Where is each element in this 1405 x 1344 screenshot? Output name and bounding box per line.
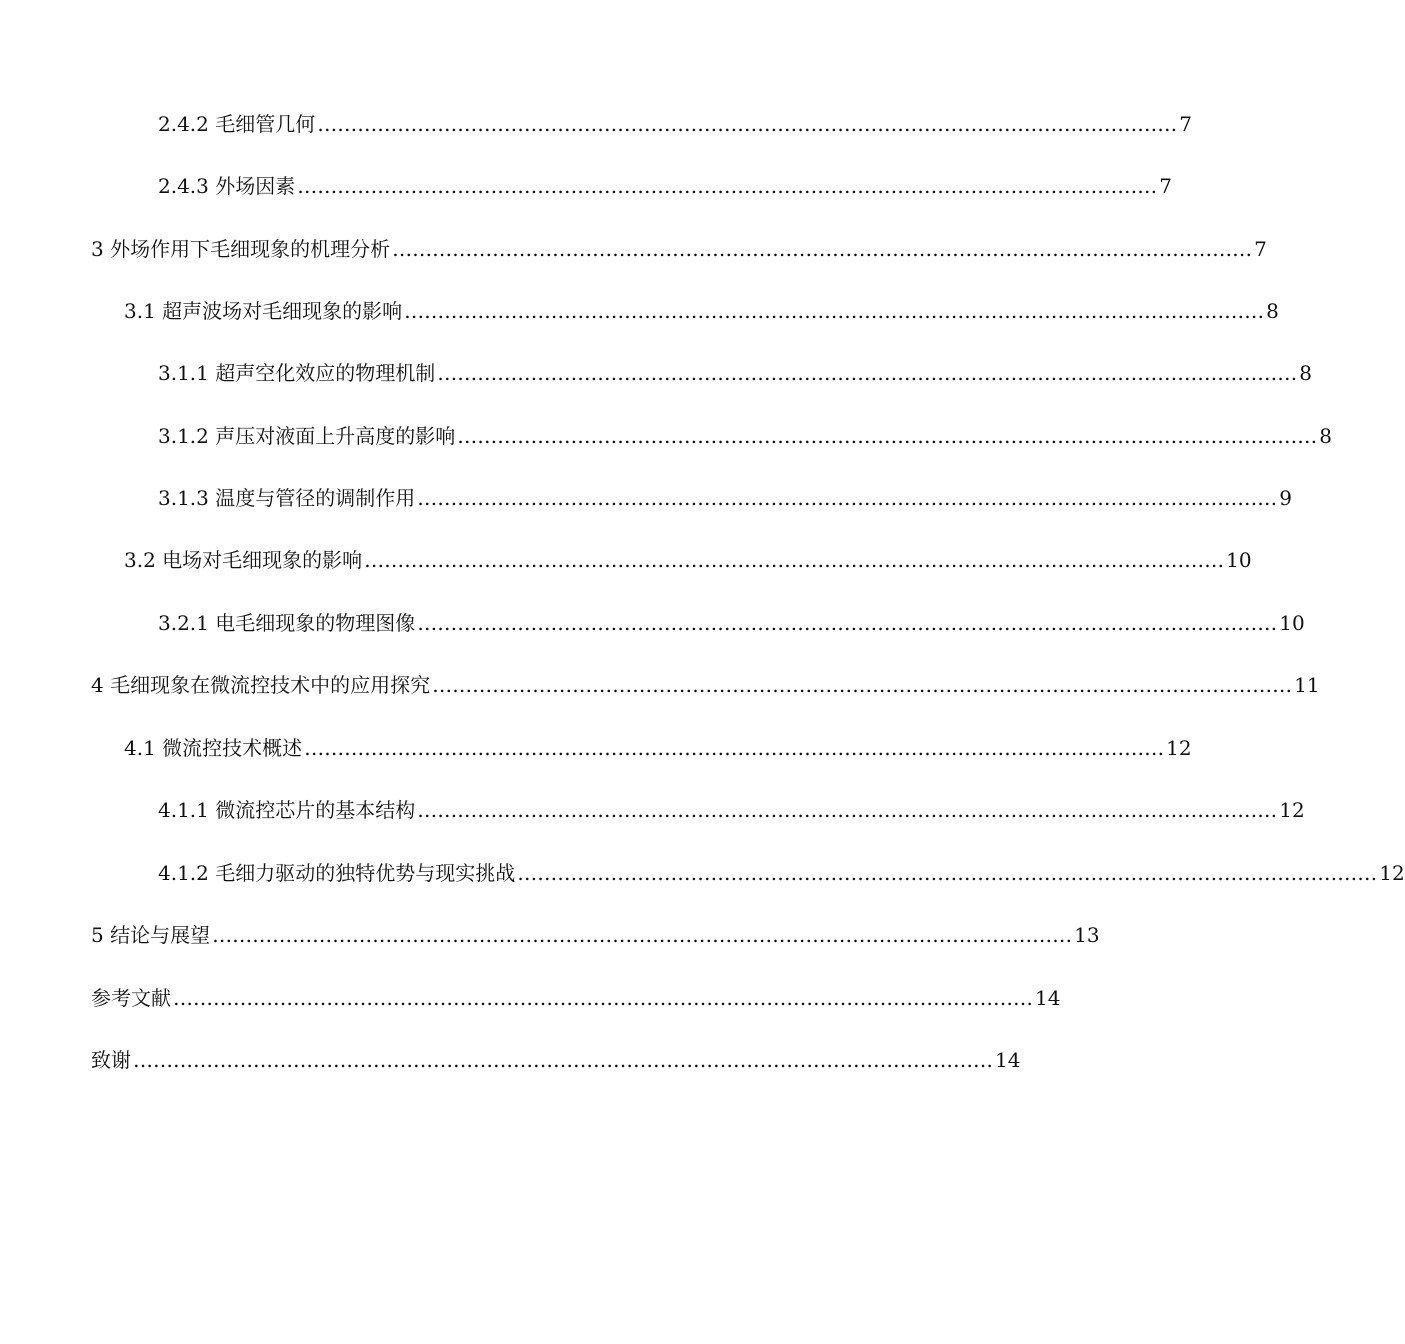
toc-entry[interactable]	[158, 409, 1332, 449]
toc-page-number: 14	[995, 1048, 1021, 1072]
toc-dot-leader: …………………………………………………………………………………………………………………	[317, 112, 1178, 136]
toc-entry-label: 参考文献	[91, 986, 171, 1010]
toc-entry[interactable]	[158, 596, 1305, 636]
toc-entry-label: 3.2 电场对毛细现象的影响	[124, 548, 363, 572]
toc-entry[interactable]	[91, 971, 1061, 1011]
toc-entry[interactable]	[158, 97, 1192, 137]
toc-entry[interactable]	[91, 1033, 1021, 1073]
toc-entry-label: 3 外场作用下毛细现象的机理分析	[91, 237, 391, 261]
toc-dot-leader: …………………………………………………………………………………………………………………	[364, 548, 1225, 572]
toc-page-number: 7	[1179, 112, 1192, 136]
toc-page-number: 12	[1379, 861, 1405, 885]
toc-dot-leader: …………………………………………………………………………………………………………………	[212, 923, 1073, 947]
toc-entry-label: 3.2.1 电毛细现象的物理图像	[158, 611, 416, 635]
toc-entry[interactable]	[124, 533, 1252, 573]
toc-entry-label: 致谢	[91, 1048, 131, 1072]
toc-page-number: 7	[1159, 174, 1172, 198]
toc-entry[interactable]	[158, 846, 1405, 886]
toc-page-number: 10	[1279, 611, 1305, 635]
toc-entry-label: 2.4.3 外场因素	[158, 174, 296, 198]
toc-page-number: 7	[1254, 237, 1267, 261]
toc-dot-leader: …………………………………………………………………………………………………………………	[417, 798, 1278, 822]
toc-page-number: 12	[1279, 798, 1305, 822]
toc-entry[interactable]	[158, 159, 1172, 199]
toc-page-number: 8	[1266, 299, 1279, 323]
toc-entry-label: 3.1 超声波场对毛细现象的影响	[124, 299, 403, 323]
toc-entry[interactable]	[124, 284, 1279, 324]
toc-dot-leader: …………………………………………………………………………………………………………………	[173, 986, 1033, 1010]
toc-entry-label: 2.4.2 毛细管几何	[158, 112, 316, 136]
toc-dot-leader: …………………………………………………………………………………………………………………	[404, 299, 1265, 323]
toc-entry[interactable]	[158, 471, 1292, 511]
toc-dot-leader: …………………………………………………………………………………………………………………	[304, 736, 1165, 760]
toc-entry-label: 4.1 微流控技术概述	[124, 736, 303, 760]
toc-dot-leader: …………………………………………………………………………………………………………………	[432, 673, 1293, 697]
toc-entry[interactable]	[158, 346, 1312, 386]
toc-entry-label: 4.1.1 微流控芯片的基本结构	[158, 798, 416, 822]
toc-page-number: 14	[1035, 986, 1061, 1010]
toc-page-number: 8	[1319, 424, 1332, 448]
toc-entry[interactable]	[91, 908, 1100, 948]
toc-entry[interactable]	[91, 222, 1267, 262]
toc-page-number: 11	[1294, 673, 1320, 697]
toc-page-number: 8	[1299, 361, 1312, 385]
toc-page-number: 12	[1166, 736, 1192, 760]
toc-entry-label: 4.1.2 毛细力驱动的独特优势与现实挑战	[158, 861, 516, 885]
toc-dot-leader: …………………………………………………………………………………………………………………	[517, 861, 1378, 885]
toc-entry[interactable]	[158, 783, 1305, 823]
toc-dot-leader: …………………………………………………………………………………………………………………	[133, 1048, 993, 1072]
toc-page-number: 9	[1279, 486, 1292, 510]
toc-dot-leader: …………………………………………………………………………………………………………………	[417, 611, 1278, 635]
toc-entry[interactable]	[124, 721, 1192, 761]
toc-entry[interactable]	[91, 658, 1320, 698]
toc-dot-leader: …………………………………………………………………………………………………………………	[392, 237, 1253, 261]
toc-entry-label: 3.1.2 声压对液面上升高度的影响	[158, 424, 456, 448]
toc-entry-label: 5 结论与展望	[91, 923, 211, 947]
toc-entry-label: 4 毛细现象在微流控技术中的应用探究	[91, 673, 431, 697]
toc-dot-leader: …………………………………………………………………………………………………………………	[457, 424, 1318, 448]
toc-page-number: 10	[1226, 548, 1252, 572]
toc-entry-label: 3.1.1 超声空化效应的物理机制	[158, 361, 436, 385]
toc-entry-label: 3.1.3 温度与管径的调制作用	[158, 486, 416, 510]
toc-page-number: 13	[1074, 923, 1100, 947]
toc-dot-leader: …………………………………………………………………………………………………………………	[417, 486, 1278, 510]
toc-dot-leader: …………………………………………………………………………………………………………………	[297, 174, 1158, 198]
toc-dot-leader: …………………………………………………………………………………………………………………	[437, 361, 1298, 385]
